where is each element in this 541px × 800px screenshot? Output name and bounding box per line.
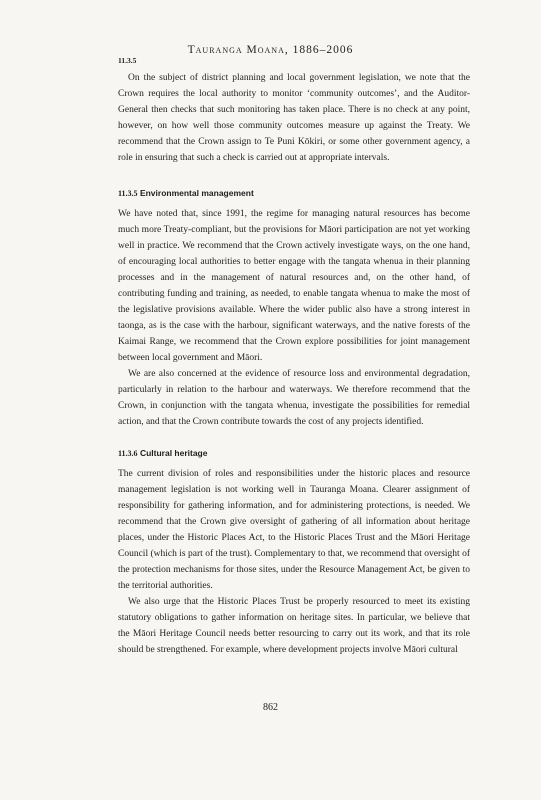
paragraph: We have noted that, since 1991, the regime for managing natural resources has become much more Treaty-compliant, but the provisions for Māori participation are not yet working well in practice. We recommend that the Crown actively investigate ways, on the one hand, of encouraging local authorities to better engage with the tangata whenua in their planning processes and in the management of natural resources and, on the other hand, of contributing funding and training, as needed, to enable tangata whenua to make the most of the legislative provisions available. Where the wider public also have a strong interest in taonga, as is the case with the harbour, significant waterways, and the native forests of the Kaimai Range, we recommend that the Crown explore possibilities for joint management between local government and Māori. [118, 209, 470, 363]
intro-paragraph: On the subject of district planning and local government legislation, we note that the Crown requires the local authority to monitor ‘community outcomes’, and the Auditor-General then checks that such monitoring has taken place. There is no check at any point, however, on how well those community outcomes measure up against the Treaty. We recommend that the Crown assign to Te Puni Kōkiri, or some other government agency, a role in ensuring that such a check is carried out at appropriate intervals. [118, 73, 470, 163]
paragraph: We also urge that the Historic Places Trust be properly resourced to meet its existing statutory obligations to gather information on heritage sites. In particular, we believe that the Māori Heritage Council needs better resourcing to carry out its work, and that its role should be strengthened. For example, where development projects involve Māori cultural [118, 597, 470, 655]
section-title: Cultural heritage [139, 448, 208, 458]
intro-text-block [118, 70, 470, 166]
cultural-heritage-text-block [118, 466, 470, 658]
section-title: Environmental management [139, 188, 254, 198]
section-heading-environmental [118, 188, 254, 198]
paragraph: The current division of roles and responsibilities under the historic places and resource management legislation is not working well in Tauranga Moana. Clearer assignment of responsibility for gathering information, and for administering protections, is needed. We recommend that the Crown give oversight of gathering of all information about heritage places, under the Historic Places Act, to the Historic Places Trust and the Māori Heritage Council (which is part of the trust). Complementary to that, we recommend that oversight of the protection mechanisms for those sites, under the Resource Management Act, be given to the territorial authorities. [118, 469, 470, 591]
paragraph: We are also concerned at the evidence of resource loss and environmental degradation, particularly in relation to the harbour and waterways. We therefore recommend that the Crown, in conjunction with the tangata whenua, investigate the possibilities for remedial action, and that the Crown contribute towards the cost of any projects identified. [118, 369, 470, 427]
page-number: 862 [263, 702, 278, 713]
section-heading-cultural-heritage [118, 448, 207, 458]
environmental-text-block [118, 206, 470, 430]
running-head: Tauranga Moana, 1886–2006 [187, 44, 354, 56]
section-reference: 11.3.5 [118, 56, 137, 65]
section-number: 11.3.5 [118, 189, 138, 198]
section-number: 11.3.6 [118, 449, 138, 458]
